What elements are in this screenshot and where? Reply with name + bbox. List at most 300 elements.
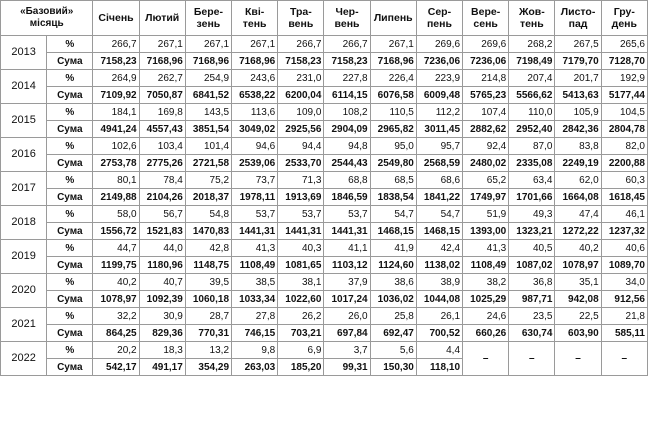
sum-cell: 5765,23 [463, 87, 509, 104]
table-row-percent [1, 36, 648, 53]
sum-cell: 2549,80 [370, 155, 416, 172]
sum-cell: 1618,45 [601, 189, 647, 206]
header-month-2 [139, 1, 185, 36]
year-cell: 2014 [1, 70, 47, 104]
sum-cell: 770,31 [185, 325, 231, 342]
percent-cell: 21,8 [601, 308, 647, 325]
table-row-percent [1, 206, 648, 223]
year-cell: 2021 [1, 308, 47, 342]
table-row-percent [1, 104, 648, 121]
percent-cell: 269,6 [416, 36, 462, 53]
percent-cell: 262,7 [139, 70, 185, 87]
sum-cell: 1087,02 [509, 257, 555, 274]
percent-cell: 38,6 [370, 274, 416, 291]
percent-cell: 108,2 [324, 104, 370, 121]
sum-cell: 2925,56 [278, 121, 324, 138]
percent-cell: 40,2 [555, 240, 601, 257]
sum-cell: 630,74 [509, 325, 555, 342]
sum-cell: 7236,06 [416, 53, 462, 70]
sum-cell: 1441,31 [278, 223, 324, 240]
sum-cell: 1664,08 [555, 189, 601, 206]
percent-cell: 231,0 [278, 70, 324, 87]
sum-cell: 660,26 [463, 325, 509, 342]
sum-cell: 6841,52 [185, 87, 231, 104]
percent-cell: 40,7 [139, 274, 185, 291]
sum-cell: 2842,36 [555, 121, 601, 138]
header-month-line2: вень [288, 18, 314, 30]
row-label-percent: % [47, 36, 93, 53]
row-label-percent: % [47, 274, 93, 291]
percent-cell: 28,7 [185, 308, 231, 325]
percent-cell: 3,7 [324, 342, 370, 359]
sum-cell: 2721,58 [185, 155, 231, 172]
percent-cell: 269,6 [463, 36, 509, 53]
sum-cell: 692,47 [370, 325, 416, 342]
percent-cell: 112,2 [416, 104, 462, 121]
year-cell: 2016 [1, 138, 47, 172]
sum-cell: 1521,83 [139, 223, 185, 240]
percent-cell: 102,6 [93, 138, 139, 155]
sum-cell: 987,71 [509, 291, 555, 308]
sum-cell: 1017,24 [324, 291, 370, 308]
percent-cell: 24,6 [463, 308, 509, 325]
percent-cell: 6,9 [278, 342, 324, 359]
header-base-month-line1: «Базовий» [20, 6, 74, 17]
header-month-5 [278, 1, 324, 36]
header-month-3 [185, 1, 231, 36]
no-data-cell: – [601, 342, 647, 376]
sum-cell: 1841,22 [416, 189, 462, 206]
percent-cell: 101,4 [185, 138, 231, 155]
header-month-line1: Кві- [244, 6, 265, 18]
table-row-sum [1, 325, 648, 342]
percent-cell: 32,2 [93, 308, 139, 325]
percent-cell: 87,0 [509, 138, 555, 155]
percent-cell: 25,8 [370, 308, 416, 325]
percent-cell: 40,2 [93, 274, 139, 291]
table-body [1, 36, 648, 376]
header-month-4 [232, 1, 278, 36]
sum-cell: 7109,92 [93, 87, 139, 104]
percent-cell: 38,1 [278, 274, 324, 291]
header-month-line2: вень [334, 18, 360, 30]
no-data-cell: – [463, 342, 509, 376]
sum-cell: 1092,39 [139, 291, 185, 308]
no-data-cell: – [555, 342, 601, 376]
percent-cell: 34,0 [601, 274, 647, 291]
year-cell: 2017 [1, 172, 47, 206]
sum-cell: 3011,45 [416, 121, 462, 138]
sum-cell: 150,30 [370, 359, 416, 376]
year-cell: 2019 [1, 240, 47, 274]
percent-cell: 268,2 [509, 36, 555, 53]
percent-cell: 30,9 [139, 308, 185, 325]
sum-cell: 6538,22 [232, 87, 278, 104]
percent-cell: 49,3 [509, 206, 555, 223]
percent-cell: 41,3 [232, 240, 278, 257]
sum-cell: 1148,75 [185, 257, 231, 274]
sum-cell: 585,11 [601, 325, 647, 342]
percent-cell: 53,7 [278, 206, 324, 223]
percent-cell: 5,6 [370, 342, 416, 359]
percent-cell: 71,3 [278, 172, 324, 189]
row-label-sum: Сума [47, 257, 93, 274]
percent-cell: 26,0 [324, 308, 370, 325]
sum-cell: 697,84 [324, 325, 370, 342]
percent-cell: 62,0 [555, 172, 601, 189]
sum-cell: 99,31 [324, 359, 370, 376]
row-label-sum: Сума [47, 291, 93, 308]
sum-cell: 2882,62 [463, 121, 509, 138]
sum-cell: 1124,60 [370, 257, 416, 274]
table-row-percent [1, 240, 648, 257]
table-row-sum [1, 53, 648, 70]
header-month-line1: Листо- [560, 6, 596, 18]
percent-cell: 63,4 [509, 172, 555, 189]
table-row-sum [1, 155, 648, 172]
sum-cell: 2804,78 [601, 121, 647, 138]
percent-cell: 46,1 [601, 206, 647, 223]
sum-cell: 2200,88 [601, 155, 647, 172]
sum-cell: 1272,22 [555, 223, 601, 240]
percent-cell: 54,7 [370, 206, 416, 223]
table-row-sum [1, 223, 648, 240]
percent-cell: 184,1 [93, 104, 139, 121]
percent-cell: 227,8 [324, 70, 370, 87]
percent-cell: 73,7 [232, 172, 278, 189]
sum-cell: 4941,24 [93, 121, 139, 138]
percent-cell: 36,8 [509, 274, 555, 291]
sum-cell: 1044,08 [416, 291, 462, 308]
sum-cell: 1036,02 [370, 291, 416, 308]
header-month-8 [416, 1, 462, 36]
header-month-line2: тень [242, 18, 267, 30]
percent-cell: 44,0 [139, 240, 185, 257]
sum-cell: 703,21 [278, 325, 324, 342]
sum-cell: 1025,29 [463, 291, 509, 308]
sum-cell: 2753,78 [93, 155, 139, 172]
sum-cell: 1033,34 [232, 291, 278, 308]
percent-cell: 51,9 [463, 206, 509, 223]
percent-cell: 94,4 [278, 138, 324, 155]
year-cell: 2015 [1, 104, 47, 138]
percent-cell: 41,9 [370, 240, 416, 257]
sum-cell: 491,17 [139, 359, 185, 376]
percent-cell: 109,0 [278, 104, 324, 121]
sum-cell: 1060,18 [185, 291, 231, 308]
table-row-sum [1, 87, 648, 104]
sum-cell: 7179,70 [555, 53, 601, 70]
percent-cell: 37,9 [324, 274, 370, 291]
percent-cell: 65,2 [463, 172, 509, 189]
percent-cell: 107,4 [463, 104, 509, 121]
row-label-sum: Сума [47, 359, 93, 376]
sum-cell: 5566,62 [509, 87, 555, 104]
percent-cell: 39,5 [185, 274, 231, 291]
percent-cell: 75,2 [185, 172, 231, 189]
percent-cell: 40,6 [601, 240, 647, 257]
no-data-cell: – [509, 342, 555, 376]
percent-cell: 254,9 [185, 70, 231, 87]
percent-cell: 26,1 [416, 308, 462, 325]
header-month-line1: Сер- [427, 6, 452, 18]
percent-cell: 23,5 [509, 308, 555, 325]
header-month-line2: пень [426, 18, 452, 30]
sum-cell: 118,10 [416, 359, 462, 376]
percent-cell: 27,8 [232, 308, 278, 325]
sum-cell: 6009,48 [416, 87, 462, 104]
percent-cell: 38,2 [463, 274, 509, 291]
percent-cell: 41,3 [463, 240, 509, 257]
sum-cell: 7198,49 [509, 53, 555, 70]
table-row-sum [1, 257, 648, 274]
sum-cell: 4557,43 [139, 121, 185, 138]
sum-cell: 1913,69 [278, 189, 324, 206]
header-month-line2: пад [568, 18, 588, 30]
sum-cell: 1081,65 [278, 257, 324, 274]
year-cell: 2020 [1, 274, 47, 308]
percent-cell: 13,2 [185, 342, 231, 359]
sum-cell: 1846,59 [324, 189, 370, 206]
percent-cell: 44,7 [93, 240, 139, 257]
table-row-percent [1, 342, 648, 359]
header-month-line2: день [611, 18, 637, 30]
row-label-sum: Сума [47, 87, 93, 104]
sum-cell: 1323,21 [509, 223, 555, 240]
header-month-line1: Січень [98, 12, 134, 24]
percent-cell: 201,7 [555, 70, 601, 87]
row-label-percent: % [47, 342, 93, 359]
percent-cell: 68,6 [416, 172, 462, 189]
sum-cell: 7050,87 [139, 87, 185, 104]
sum-cell: 2568,59 [416, 155, 462, 172]
sum-cell: 1393,00 [463, 223, 509, 240]
percent-cell: 143,5 [185, 104, 231, 121]
row-label-sum: Сума [47, 121, 93, 138]
percent-cell: 226,4 [370, 70, 416, 87]
sum-cell: 1441,31 [232, 223, 278, 240]
sum-cell: 746,15 [232, 325, 278, 342]
sum-cell: 1978,11 [232, 189, 278, 206]
sum-cell: 1078,97 [555, 257, 601, 274]
row-label-percent: % [47, 104, 93, 121]
sum-cell: 1199,75 [93, 257, 139, 274]
percent-cell: 266,7 [93, 36, 139, 53]
sum-cell: 1022,60 [278, 291, 324, 308]
percent-cell: 53,7 [232, 206, 278, 223]
row-label-sum: Сума [47, 223, 93, 240]
sum-cell: 2533,70 [278, 155, 324, 172]
table-row-sum [1, 121, 648, 138]
percent-cell: 38,9 [416, 274, 462, 291]
percent-cell: 83,8 [555, 138, 601, 155]
sum-cell: 7168,96 [139, 53, 185, 70]
sum-cell: 912,56 [601, 291, 647, 308]
sum-cell: 542,17 [93, 359, 139, 376]
table-row-sum [1, 189, 648, 206]
row-label-percent: % [47, 206, 93, 223]
sum-cell: 942,08 [555, 291, 601, 308]
sum-cell: 1180,96 [139, 257, 185, 274]
percent-cell: 223,9 [416, 70, 462, 87]
sum-cell: 263,03 [232, 359, 278, 376]
percent-cell: 60,3 [601, 172, 647, 189]
sum-cell: 2952,40 [509, 121, 555, 138]
header-month-11 [555, 1, 601, 36]
header-month-line1: Чер- [335, 6, 359, 18]
sum-cell: 1138,02 [416, 257, 462, 274]
sum-cell: 6200,04 [278, 87, 324, 104]
percent-cell: 207,4 [509, 70, 555, 87]
sum-cell: 1441,31 [324, 223, 370, 240]
percent-cell: 243,6 [232, 70, 278, 87]
percent-cell: 4,4 [416, 342, 462, 359]
header-month-10 [509, 1, 555, 36]
sum-cell: 1749,97 [463, 189, 509, 206]
sum-cell: 2539,06 [232, 155, 278, 172]
sum-cell: 3049,02 [232, 121, 278, 138]
percent-cell: 42,8 [185, 240, 231, 257]
header-month-line1: Бере- [193, 6, 223, 18]
percent-cell: 267,1 [185, 36, 231, 53]
sum-cell: 7168,96 [232, 53, 278, 70]
sum-cell: 1108,49 [463, 257, 509, 274]
sum-cell: 700,52 [416, 325, 462, 342]
percent-cell: 56,7 [139, 206, 185, 223]
percent-cell: 105,9 [555, 104, 601, 121]
header-month-9 [463, 1, 509, 36]
header-month-line2: сень [473, 18, 498, 30]
row-label-percent: % [47, 138, 93, 155]
row-label-sum: Сума [47, 53, 93, 70]
table-header-row [1, 1, 648, 36]
table-row-percent [1, 172, 648, 189]
sum-cell: 1237,32 [601, 223, 647, 240]
percent-cell: 54,7 [416, 206, 462, 223]
sum-cell: 5177,44 [601, 87, 647, 104]
sum-cell: 829,36 [139, 325, 185, 342]
sum-cell: 2104,26 [139, 189, 185, 206]
sum-cell: 1468,15 [370, 223, 416, 240]
header-base-month [1, 1, 93, 36]
percent-cell: 110,0 [509, 104, 555, 121]
percent-cell: 26,2 [278, 308, 324, 325]
sum-cell: 864,25 [93, 325, 139, 342]
sum-cell: 2149,88 [93, 189, 139, 206]
percent-cell: 113,6 [232, 104, 278, 121]
table-row-percent [1, 274, 648, 291]
percent-cell: 95,0 [370, 138, 416, 155]
table-row-percent [1, 138, 648, 155]
percent-cell: 53,7 [324, 206, 370, 223]
percent-cell: 68,8 [324, 172, 370, 189]
percent-cell: 54,8 [185, 206, 231, 223]
sum-cell: 7236,06 [463, 53, 509, 70]
year-cell: 2018 [1, 206, 47, 240]
row-label-sum: Сума [47, 189, 93, 206]
header-month-7 [370, 1, 416, 36]
percent-cell: 110,5 [370, 104, 416, 121]
sum-cell: 2544,43 [324, 155, 370, 172]
percent-cell: 40,5 [509, 240, 555, 257]
sum-cell: 354,29 [185, 359, 231, 376]
row-label-percent: % [47, 172, 93, 189]
percent-cell: 47,4 [555, 206, 601, 223]
percent-cell: 18,3 [139, 342, 185, 359]
sum-cell: 1838,54 [370, 189, 416, 206]
sum-cell: 1556,72 [93, 223, 139, 240]
header-month-line1: Липень [373, 12, 413, 24]
sum-cell: 1470,83 [185, 223, 231, 240]
sum-cell: 7158,23 [93, 53, 139, 70]
table-row-percent [1, 70, 648, 87]
sum-cell: 7158,23 [324, 53, 370, 70]
percent-cell: 80,1 [93, 172, 139, 189]
sum-cell: 2965,82 [370, 121, 416, 138]
header-month-line1: Тра- [289, 6, 312, 18]
sum-cell: 7168,96 [185, 53, 231, 70]
sum-cell: 2904,09 [324, 121, 370, 138]
row-label-percent: % [47, 70, 93, 87]
percent-cell: 267,1 [370, 36, 416, 53]
row-label-sum: Сума [47, 155, 93, 172]
percent-cell: 38,5 [232, 274, 278, 291]
sum-cell: 7128,70 [601, 53, 647, 70]
sum-cell: 7168,96 [370, 53, 416, 70]
percent-cell: 92,4 [463, 138, 509, 155]
header-month-line1: Жов- [518, 6, 545, 18]
sum-cell: 6076,58 [370, 87, 416, 104]
percent-cell: 265,6 [601, 36, 647, 53]
percent-cell: 42,4 [416, 240, 462, 257]
row-label-percent: % [47, 308, 93, 325]
percent-cell: 78,4 [139, 172, 185, 189]
percent-cell: 267,1 [232, 36, 278, 53]
percent-cell: 266,7 [324, 36, 370, 53]
sum-cell: 1089,70 [601, 257, 647, 274]
sum-cell: 2480,02 [463, 155, 509, 172]
percent-cell: 41,1 [324, 240, 370, 257]
sum-cell: 7158,23 [278, 53, 324, 70]
percent-cell: 103,4 [139, 138, 185, 155]
percent-cell: 95,7 [416, 138, 462, 155]
header-month-line2: тень [519, 18, 544, 30]
sum-cell: 1078,97 [93, 291, 139, 308]
percent-cell: 68,5 [370, 172, 416, 189]
sum-cell: 5413,63 [555, 87, 601, 104]
sum-cell: 3851,54 [185, 121, 231, 138]
year-cell: 2022 [1, 342, 47, 376]
sum-cell: 2335,08 [509, 155, 555, 172]
sum-cell: 2775,26 [139, 155, 185, 172]
sum-cell: 2249,19 [555, 155, 601, 172]
header-month-line1: Лютий [145, 12, 180, 24]
row-label-percent: % [47, 240, 93, 257]
percent-cell: 266,7 [278, 36, 324, 53]
sum-cell: 1103,12 [324, 257, 370, 274]
percent-cell: 267,5 [555, 36, 601, 53]
table-row-percent [1, 308, 648, 325]
sum-cell: 603,90 [555, 325, 601, 342]
percent-cell: 22,5 [555, 308, 601, 325]
percent-cell: 9,8 [232, 342, 278, 359]
percent-cell: 214,8 [463, 70, 509, 87]
percent-cell: 40,3 [278, 240, 324, 257]
header-month-6 [324, 1, 370, 36]
sum-cell: 6114,15 [324, 87, 370, 104]
sum-cell: 2018,37 [185, 189, 231, 206]
percent-cell: 267,1 [139, 36, 185, 53]
